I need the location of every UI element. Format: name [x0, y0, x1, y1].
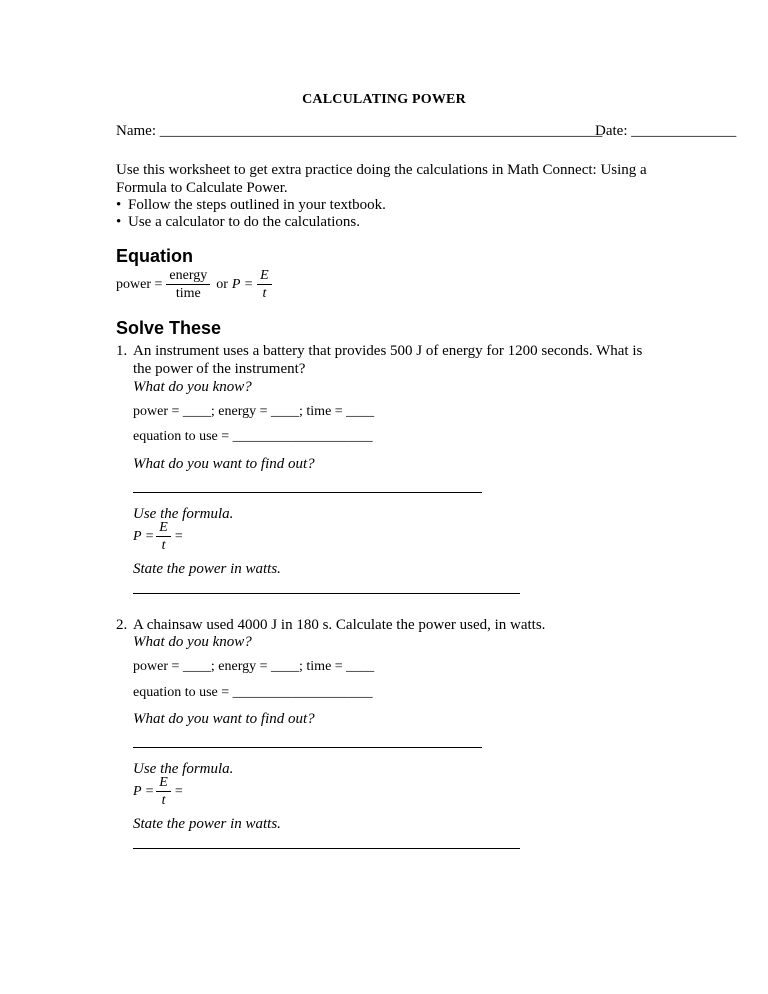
- fraction-denominator: time: [175, 286, 201, 301]
- problem-2-state-prompt: State the power in watts.: [133, 816, 281, 832]
- intro-bullet-1: • Follow the steps outlined in your textbook.: [116, 196, 386, 214]
- formula-equals: =: [174, 783, 183, 799]
- problem-1-equation-to-use[interactable]: equation to use = ____________________: [133, 429, 373, 444]
- problem-1-formula: [133, 520, 183, 553]
- problem-2-state-answer-line[interactable]: [133, 848, 520, 849]
- fraction-numerator: E: [156, 775, 171, 792]
- equation-fraction-e-t: [257, 268, 272, 301]
- fraction-numerator: E: [156, 520, 171, 537]
- problem-1-know-prompt: What do you know?: [133, 379, 252, 395]
- formula-p-label: P =: [133, 783, 155, 799]
- problem-1-use-formula: Use the formula.: [133, 506, 234, 522]
- intro-line-1: Use this worksheet to get extra practice doing the calculations in Math Connect: Using a: [116, 162, 647, 178]
- problem-2-givens[interactable]: power = ____; energy = ____; time = ____: [133, 659, 375, 674]
- equation-heading: Equation: [116, 246, 193, 266]
- fraction-numerator: E: [257, 268, 272, 285]
- equation-fraction-energy-time: [166, 268, 210, 301]
- problem-1-find-out-answer-line[interactable]: [133, 492, 482, 493]
- problem-2-know-prompt: What do you know?: [133, 634, 252, 650]
- problem-1-find-out-prompt: What do you want to find out?: [133, 456, 315, 472]
- problem-2-number: 2.: [116, 617, 128, 633]
- problem-1-number: 1.: [116, 343, 128, 359]
- fraction-denominator: t: [161, 793, 166, 808]
- formula-fraction: [156, 775, 171, 808]
- problem-1-text-line-1: An instrument uses a battery that provides 500 J of energy for 1200 seconds. What is: [133, 343, 643, 359]
- problem-2-find-out-prompt: What do you want to find out?: [133, 711, 315, 727]
- problem-1-text-line-2: the power of the instrument?: [133, 361, 306, 377]
- fraction-numerator: energy: [166, 268, 210, 285]
- formula-p-label: P =: [133, 528, 155, 544]
- intro-line-2: Formula to Calculate Power.: [116, 180, 288, 196]
- equation-lhs: power =: [116, 276, 163, 292]
- problem-2-equation-to-use[interactable]: equation to use = ____________________: [133, 685, 373, 700]
- formula-fraction: [156, 520, 171, 553]
- date-field-label[interactable]: Date: ______________: [595, 123, 737, 139]
- problem-2-formula: [133, 775, 183, 808]
- fraction-denominator: t: [161, 538, 166, 553]
- page-title: CALCULATING POWER: [302, 92, 466, 107]
- problem-2-use-formula: Use the formula.: [133, 761, 234, 777]
- problem-1-givens[interactable]: power = ____; energy = ____; time = ____: [133, 404, 375, 419]
- formula-equals: =: [174, 528, 183, 544]
- equation-or: or: [216, 276, 228, 292]
- equation-formula: [116, 268, 272, 301]
- name-field-label[interactable]: Name: ___________________________________________________________: [116, 123, 603, 139]
- problem-2-text-line-1: A chainsaw used 4000 J in 180 s. Calculate the power used, in watts.: [133, 617, 546, 633]
- problem-1-state-prompt: State the power in watts.: [133, 561, 281, 577]
- intro-bullet-2: • Use a calculator to do the calculations.: [116, 213, 360, 231]
- problem-1-state-answer-line[interactable]: [133, 593, 520, 594]
- fraction-denominator: t: [262, 286, 267, 301]
- solve-heading: Solve These: [116, 318, 222, 338]
- equation-p-equals: P =: [231, 276, 254, 292]
- problem-2-find-out-answer-line[interactable]: [133, 747, 482, 748]
